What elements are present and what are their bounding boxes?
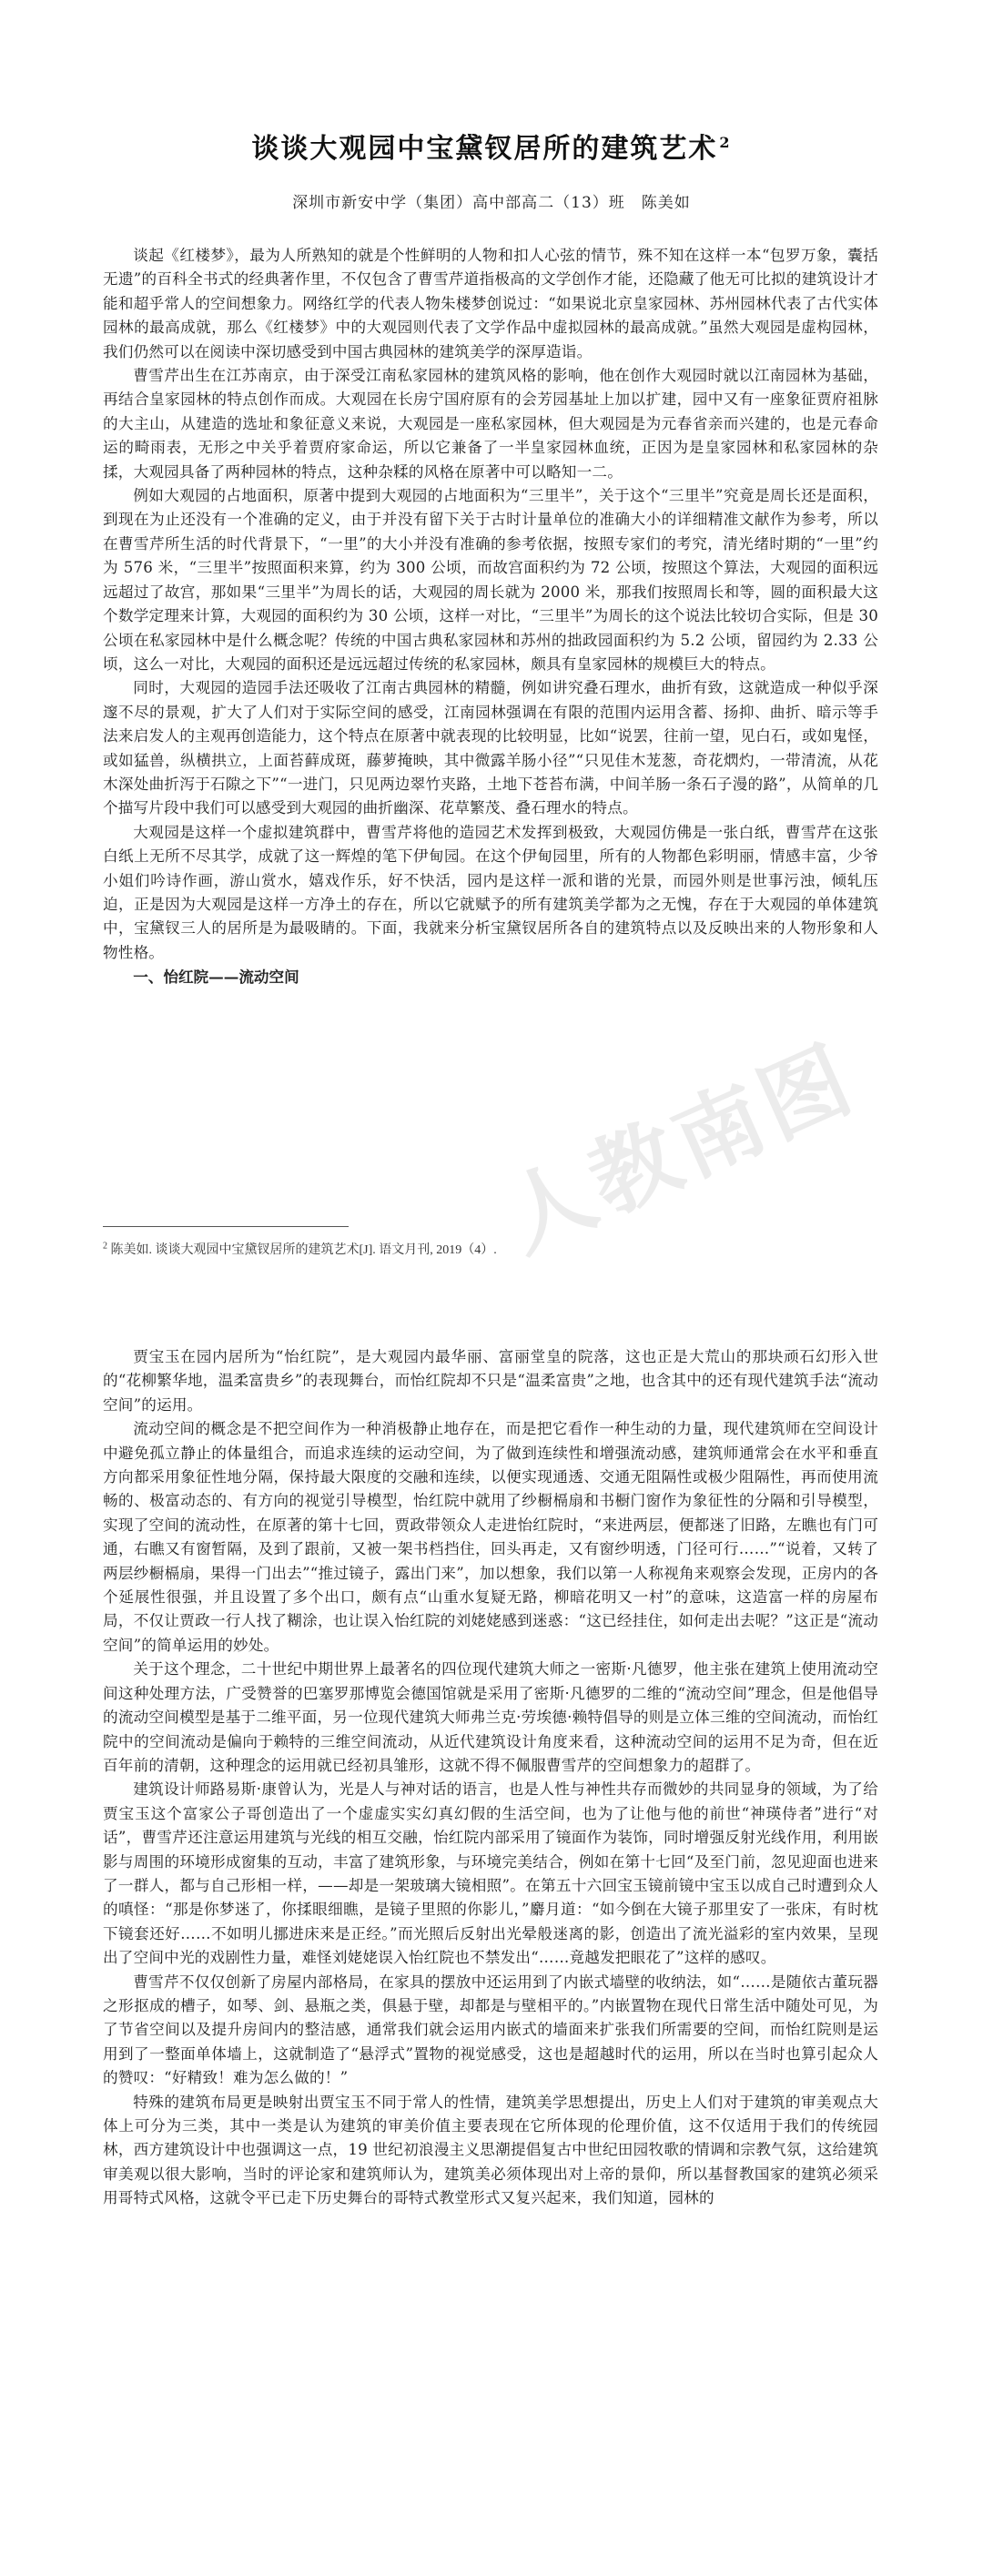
author-line: 深圳市新安中学（集团）高中部高二（13）班 陈美如: [292, 194, 691, 212]
paragraph: 例如大观园的占地面积，原著中提到大观园的占地面积为“三里半”，关于这个“三里半”究竟是周长还是面积，到现在为止还没有一个准确的定义，由于并没有留下关于古时计量单位的准确大小的详细精准文献作为参考，所以在曹雪芹所生活的时代背景下，“一里”的大小并没有准确的参考依据，按照专家们的考究，清光绪时期的“一里”约为 576 米，“三里半”按照面积来算，约为 300 公顷，而故宫面积约为 72 公顷，按照这个算法，大观园的面积远远超过了故宫，那如果“三里半”为周长的话，大观园的周长就为 2000 米，那我们按照周长和等，圆的面积最大这个数学定理来计算，大观园的面积约为 30 公顷，这样一对比，“三里半”为周长的这个说法比较切合实际，但是 30 公顷在私家园林中是什么概念呢？传统的中国古典私家园林和苏州的拙政园面积约为 5.2 公顷，留园约为 2.33 公顷，这么一对比，大观园的面积还是远远超过传统的私家园林，颇具有皇家园林的规模巨大的特点。: [103, 487, 878, 673]
paragraph: 曹雪芹出生在江苏南京，由于深受江南私家园林的建筑风格的影响，他在创作大观园时就以江南园林为基础，再结合皇家园林的特点创作而成。大观园在长房宁国府原有的会芳园基址上加以扩建，园中又有一座象征贾府祖脉的大主山，从建造的选址和象征意义来说，大观园是一座私家园林，但大观园是为元春省亲而兴建的，也是元春命运的畸雨表，无形之中关乎着贾府家命运，所以它兼备了一半皇家园林血统，正因为是皇家园林和私家园林的杂揉，大观园具备了两种园林的特点，这种杂糅的风格在原著中可以略知一二。: [103, 367, 878, 481]
body-section: [103, 1345, 878, 2211]
paragraph: 曹雪芹不仅仅创新了房屋内部格局，在家具的摆放中还运用到了内嵌式墙壁的收纳法，如“……是随依古董玩器之形抠成的槽子，如琴、剑、悬瓶之类，俱悬于壁，却都是与壁相平的。”内嵌置物在现代日常生活中随处可见，为了节省空间以及提升房间内的整洁感，通常我们就会运用内嵌式的墙面来扩张我们所需要的空间，而怡红院则是运用到了一整面单体墙上，这就制造了“悬浮式”置物的视觉感受，这也是超越时代的运用，所以在当时也算引起众人的赞叹：“好精致！难为怎么做的！”: [103, 1973, 878, 2087]
paragraph: 谈起《红楼梦》，最为人所熟知的就是个性鲜明的人物和扣人心弦的情节，殊不知在这样一本“包罗万象，囊括无遗”的百科全书式的经典著作里，不仅包含了曹雪芹道指极高的文学创作才能，还隐藏了他无可比拟的建筑设计才能和超乎常人的空间想象力。网络红学的代表人物朱楼梦创说过：“如果说北京皇家园林、苏州园林代表了古代实体园林的最高成就，那么《红楼梦》中的大观园则代表了文学作品中虚拟园林的最高成就。”虽然大观园是虚构园林，我们仍然可以在阅读中深切感受到中国古典园林的建筑美学的深厚造诣。: [103, 247, 878, 360]
footnote: [103, 1240, 497, 1258]
paragraph: 流动空间的概念是不把空间作为一种消极静止地存在，而是把它看作一种生动的力量，现代建筑师在空间设计中避免孤立静止的体量组合，而追求连续的运动空间，为了做到连续性和增强流动感，建筑师通常会在水平和垂直方向都采用象征性地分隔，保持最大限度的交融和连续，以便实现通透、交通无阻隔性或极少阻隔性，再而使用流畅的、极富动态的、有方向的视觉引导模型，怡红院中就用了纱橱槅扇和书橱门窗作为象征性的分隔和引导模型，实现了空间的流动性，在原著的第十七回，贾政带领众人走进怡红院时，“来进两层，便都迷了旧路，左瞧也有门可通，右瞧又有窗暂隔，及到了跟前，又被一架书档挡住，回头再走，又有窗纱明透，门径可行……”“说着，又转了两层纱橱槅扇，果得一门出去”“推过镜子，露出门来”，加以想象，我们以第一人称视角来观察会发现，正房内的各个延展性很强，并且设置了多个出口，颇有点“山重水复疑无路，柳暗花明又一村”的意味，这造富一样的房屋布局，不仅让贾政一行人找了糊涂，也让误入怡红院的刘姥姥感到迷惑：“这已经挂住，如何走出去呢？”这正是“流动空间”的简单运用的妙处。: [103, 1420, 878, 1654]
paragraph: 贾宝玉在园内居所为“怡红院”，是大观园内最华丽、富丽堂皇的院落，这也正是大荒山的那块顽石幻形入世的“花柳繁华地，温柔富贵乡”的表现舞台，而怡红院却不只是“温柔富贵”之地，也含其中的还有现代建筑手法“流动空间”的运用。: [103, 1348, 878, 1414]
paragraph: 特殊的建筑布局更是映射出贾宝玉不同于常人的性情，建筑美学思想提出，历史上人们对于建筑的审美观点大体上可分为三类，其中一类是认为建筑的审美价值主要表现在它所体现的伦理价值，这不仅适用于我们的传统园林，西方建筑设计中也强调这一点，19 世纪初浪漫主义思潮提倡复古中世纪田园牧歌的情调和宗教气氛，这给建筑审美观以很大影响，当时的评论家和建筑师认为，建筑美必须体现出对上帝的景仰，所以基督教国家的建筑必须采用哥特式风格，这就令平已走下历史舞台的哥特式教堂形式又复兴起来，我们知道，园林的: [103, 2093, 878, 2207]
footnote-divider: [103, 1226, 349, 1227]
paragraph: 大观园是这样一个虚拟建筑群中，曹雪芹将他的造园艺术发挥到极致，大观园仿佛是一张白纸，曹雪芹在这张白纸上无所不尽其学，成就了这一辉煌的笔下伊甸园。在这个伊甸园里，所有的人物都色彩明丽，情感丰富，少爷小姐们吟诗作画，游山赏水，嬉戏作乐，好不快活，园内是这样一派和谐的光景，而园外则是世事污浊，倾轧压迫，正是因为大观园是这样一方净土的存在，所以它就赋予的所有建筑美学都为之无愧，存在于大观园的单体建筑中，宝黛钗三人的居所是为最吸睛的。下面，我就来分析宝黛钗居所各自的建筑特点以及反映出来的人物形象和人物性格。: [103, 823, 878, 961]
paper-title-text: 谈谈大观园中宝黛钗居所的建筑艺术: [251, 133, 718, 165]
footnote-mark: 2: [103, 1241, 107, 1252]
watermark: [481, 1006, 919, 1361]
title-footnote-mark: 2: [719, 134, 732, 151]
footnote-text: 陈美如. 谈谈大观园中宝黛钗居所的建筑艺术[J]. 语文月刊, 2019（4）.: [110, 1243, 497, 1257]
paragraph: 同时，大观园的造园手法还吸收了江南古典园林的精髓，例如讲究叠石理水，曲折有致，这就造成一种似乎深邃不尽的景观，扩大了人们对于实际空间的感受，江南园林强调在有限的范围内运用含蓄、扬抑、曲折、暗示等手法来启发人的主观再创造能力，这个特点在原著中就表现的比较明显，比如“说罢，往前一望，见白石，或如鬼怪，或如猛兽，纵横拱立，上面苔藓成斑，藤萝掩映，其中微露羊肠小径”“只见佳木茏葱，奇花熌灼，一带清流，从花木深处曲折泻于石隙之下”“一进门，只见两边翠竹夹路，土地下苍苔布满，中间羊肠一条石子漫的路”，从简单的几个描写片段中我们可以感受到大观园的曲折幽深、花草繁茂、叠石理水的特点。: [103, 679, 878, 817]
paper-title: [0, 126, 983, 166]
section-heading: 一、怡红院——流动空间: [133, 968, 299, 987]
intro-section: [103, 244, 878, 989]
paragraph: 建筑设计师路易斯·康曾认为，光是人与神对话的语言，也是人性与神性共存而微妙的共同显身的领域，为了给贾宝玉这个富家公子哥创造出了一个虚虚实实幻真幻假的生活空间，也为了让他与他的前世“神瑛侍者”进行“对话”，曹雪芹还注意运用建筑与光线的相互交融，怡红院内部采用了镜面作为装饰，同时增强反射光线作用，利用嵌影与周围的环境形成窗集的互动，丰富了建筑形象，与环境完美结合，例如在第十七回“及至门前，忽见迎面也进来了一群人，都与自己形相一样，——却是一架玻璃大镜相照”。在第五十六回宝玉镜前镜中宝玉以成自己时遭到众人的嗔怪：“那是你梦迷了，你揉眼细瞧，是镜子里照的你影儿，”麝月道：“如今倒在大镜子那里安了一张床，有时枕下镜套还好……不如明儿挪进床来是正经。”而光照后反射出光晕般迷离的影，创造出了流光溢彩的室内效果，呈现出了空间中光的戏剧性力量，难怪刘姥姥误入怡红院也不禁发出“……竟越发把眼花了”这样的感叹。: [103, 1780, 878, 1967]
watermark-text: 人教南图: [489, 1027, 870, 1272]
paragraph: 关于这个理念，二十世纪中期世界上最著名的四位现代建筑大师之一密斯·凡德罗，他主张在建筑上使用流动空间这种处理方法，广受赞誉的巴塞罗那博览会德国馆就是采用了密斯·凡德罗的二维的“流动空间”理念，但是他倡导的流动空间模型是基于二维平面，另一位现代建筑大师弗兰克·劳埃德·赖特倡导的则是立体三维的空间流动，而怡红院中的空间流动是偏向于赖特的三维空间流动，从近代建筑设计角度来看，这种流动空间的运用不足为奇，但在近百年前的清朝，这种理念的运用就已经初具雏形，这就不得不佩服曹雪芹的空间想象力的超群了。: [103, 1660, 878, 1774]
